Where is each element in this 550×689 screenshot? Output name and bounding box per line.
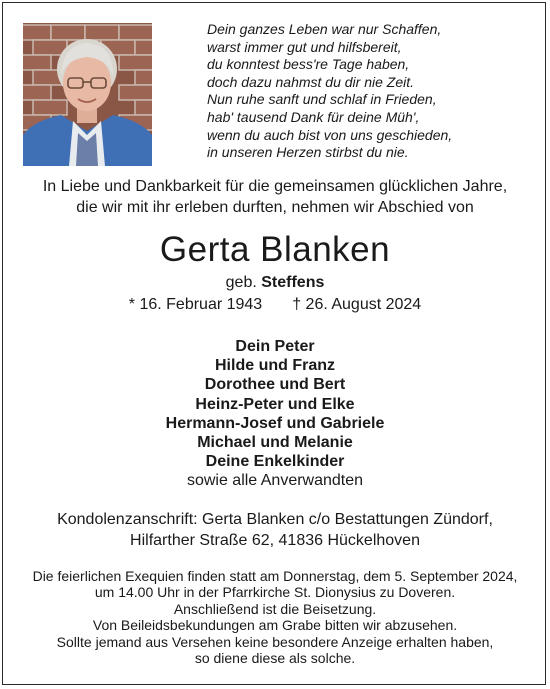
funeral-line: Von Beileidsbekundungen am Grabe bitten wir abzusehen. [92, 617, 458, 634]
mourner: Hermann-Josef und Gabriele [165, 414, 385, 432]
poem-line: in unseren Herzen stirbst du nie. [207, 144, 409, 161]
birth-prefix: geb. [225, 274, 257, 291]
address-line: Hilfarther Straße 62, 41836 Hückelhoven [130, 532, 420, 549]
funeral-line: so diene diese als solche. [194, 650, 356, 667]
birth-date: * 16. Februar 1943 [128, 296, 263, 313]
death-date: † 26. August 2024 [292, 296, 422, 313]
funeral-line: Anschließend ist die Beisetzung. [173, 600, 377, 617]
mourner: Michael und Melanie [197, 434, 353, 452]
funeral-line: Sollte jemand aus Versehen keine besondere Anzeige erhalten haben, [56, 633, 494, 650]
funeral-info [0, 568, 550, 666]
condolence-address [0, 509, 550, 551]
poem-line: Dein ganzes Leben war nur Schaffen, [207, 21, 442, 37]
birth-name [0, 273, 550, 293]
deceased-name: Gerta Blanken [159, 230, 391, 269]
address-line: Kondolenzanschrift: Gerta Blanken c/o Bestattungen Zündorf, [57, 511, 493, 528]
intro-line: In Liebe und Dankbarkeit für die gemeinsamen glücklichen Jahre, [42, 178, 508, 195]
mourner: Hilde und Franz [215, 357, 335, 375]
poem-line: hab' tausend Dank für deine Müh', [207, 108, 420, 125]
funeral-line: Die feierlichen Exequien finden statt am Donnerstag, dem 5. September 2024, [32, 568, 518, 584]
portrait-photo-icon [23, 23, 152, 166]
poem-line: doch dazu nahmst du dir nie Zeit. [207, 73, 415, 90]
poem-line: du konntest bess're Tage haben, [207, 56, 410, 73]
intro-line: die wir mit ihr erleben durften, nehmen wir Abschied von [76, 199, 474, 216]
mourner: Deine Enkelkinder [205, 453, 345, 471]
life-dates [0, 295, 550, 315]
poem-line: wenn du auch bist von uns geschieden, [207, 126, 453, 143]
poem [207, 21, 527, 162]
mourner: Heinz-Peter und Elke [195, 395, 355, 413]
mourner: Dein Peter [235, 338, 315, 355]
poem-line: warst immer gut und hilfsbereit, [207, 38, 402, 55]
mourners-extra: sowie alle Anverwandten [186, 472, 364, 490]
poem-line: Nun ruhe sanft und schlaf in Frieden, [207, 91, 437, 108]
mourner: Dorothee und Bert [204, 376, 346, 394]
birth-surname: Steffens [261, 274, 325, 291]
funeral-line: um 14.00 Uhr in der Pfarrkirche St. Dionysius zu Doveren. [94, 584, 456, 601]
mourners-list [0, 337, 550, 491]
portrait-photo [23, 23, 152, 166]
intro-text [0, 176, 550, 218]
